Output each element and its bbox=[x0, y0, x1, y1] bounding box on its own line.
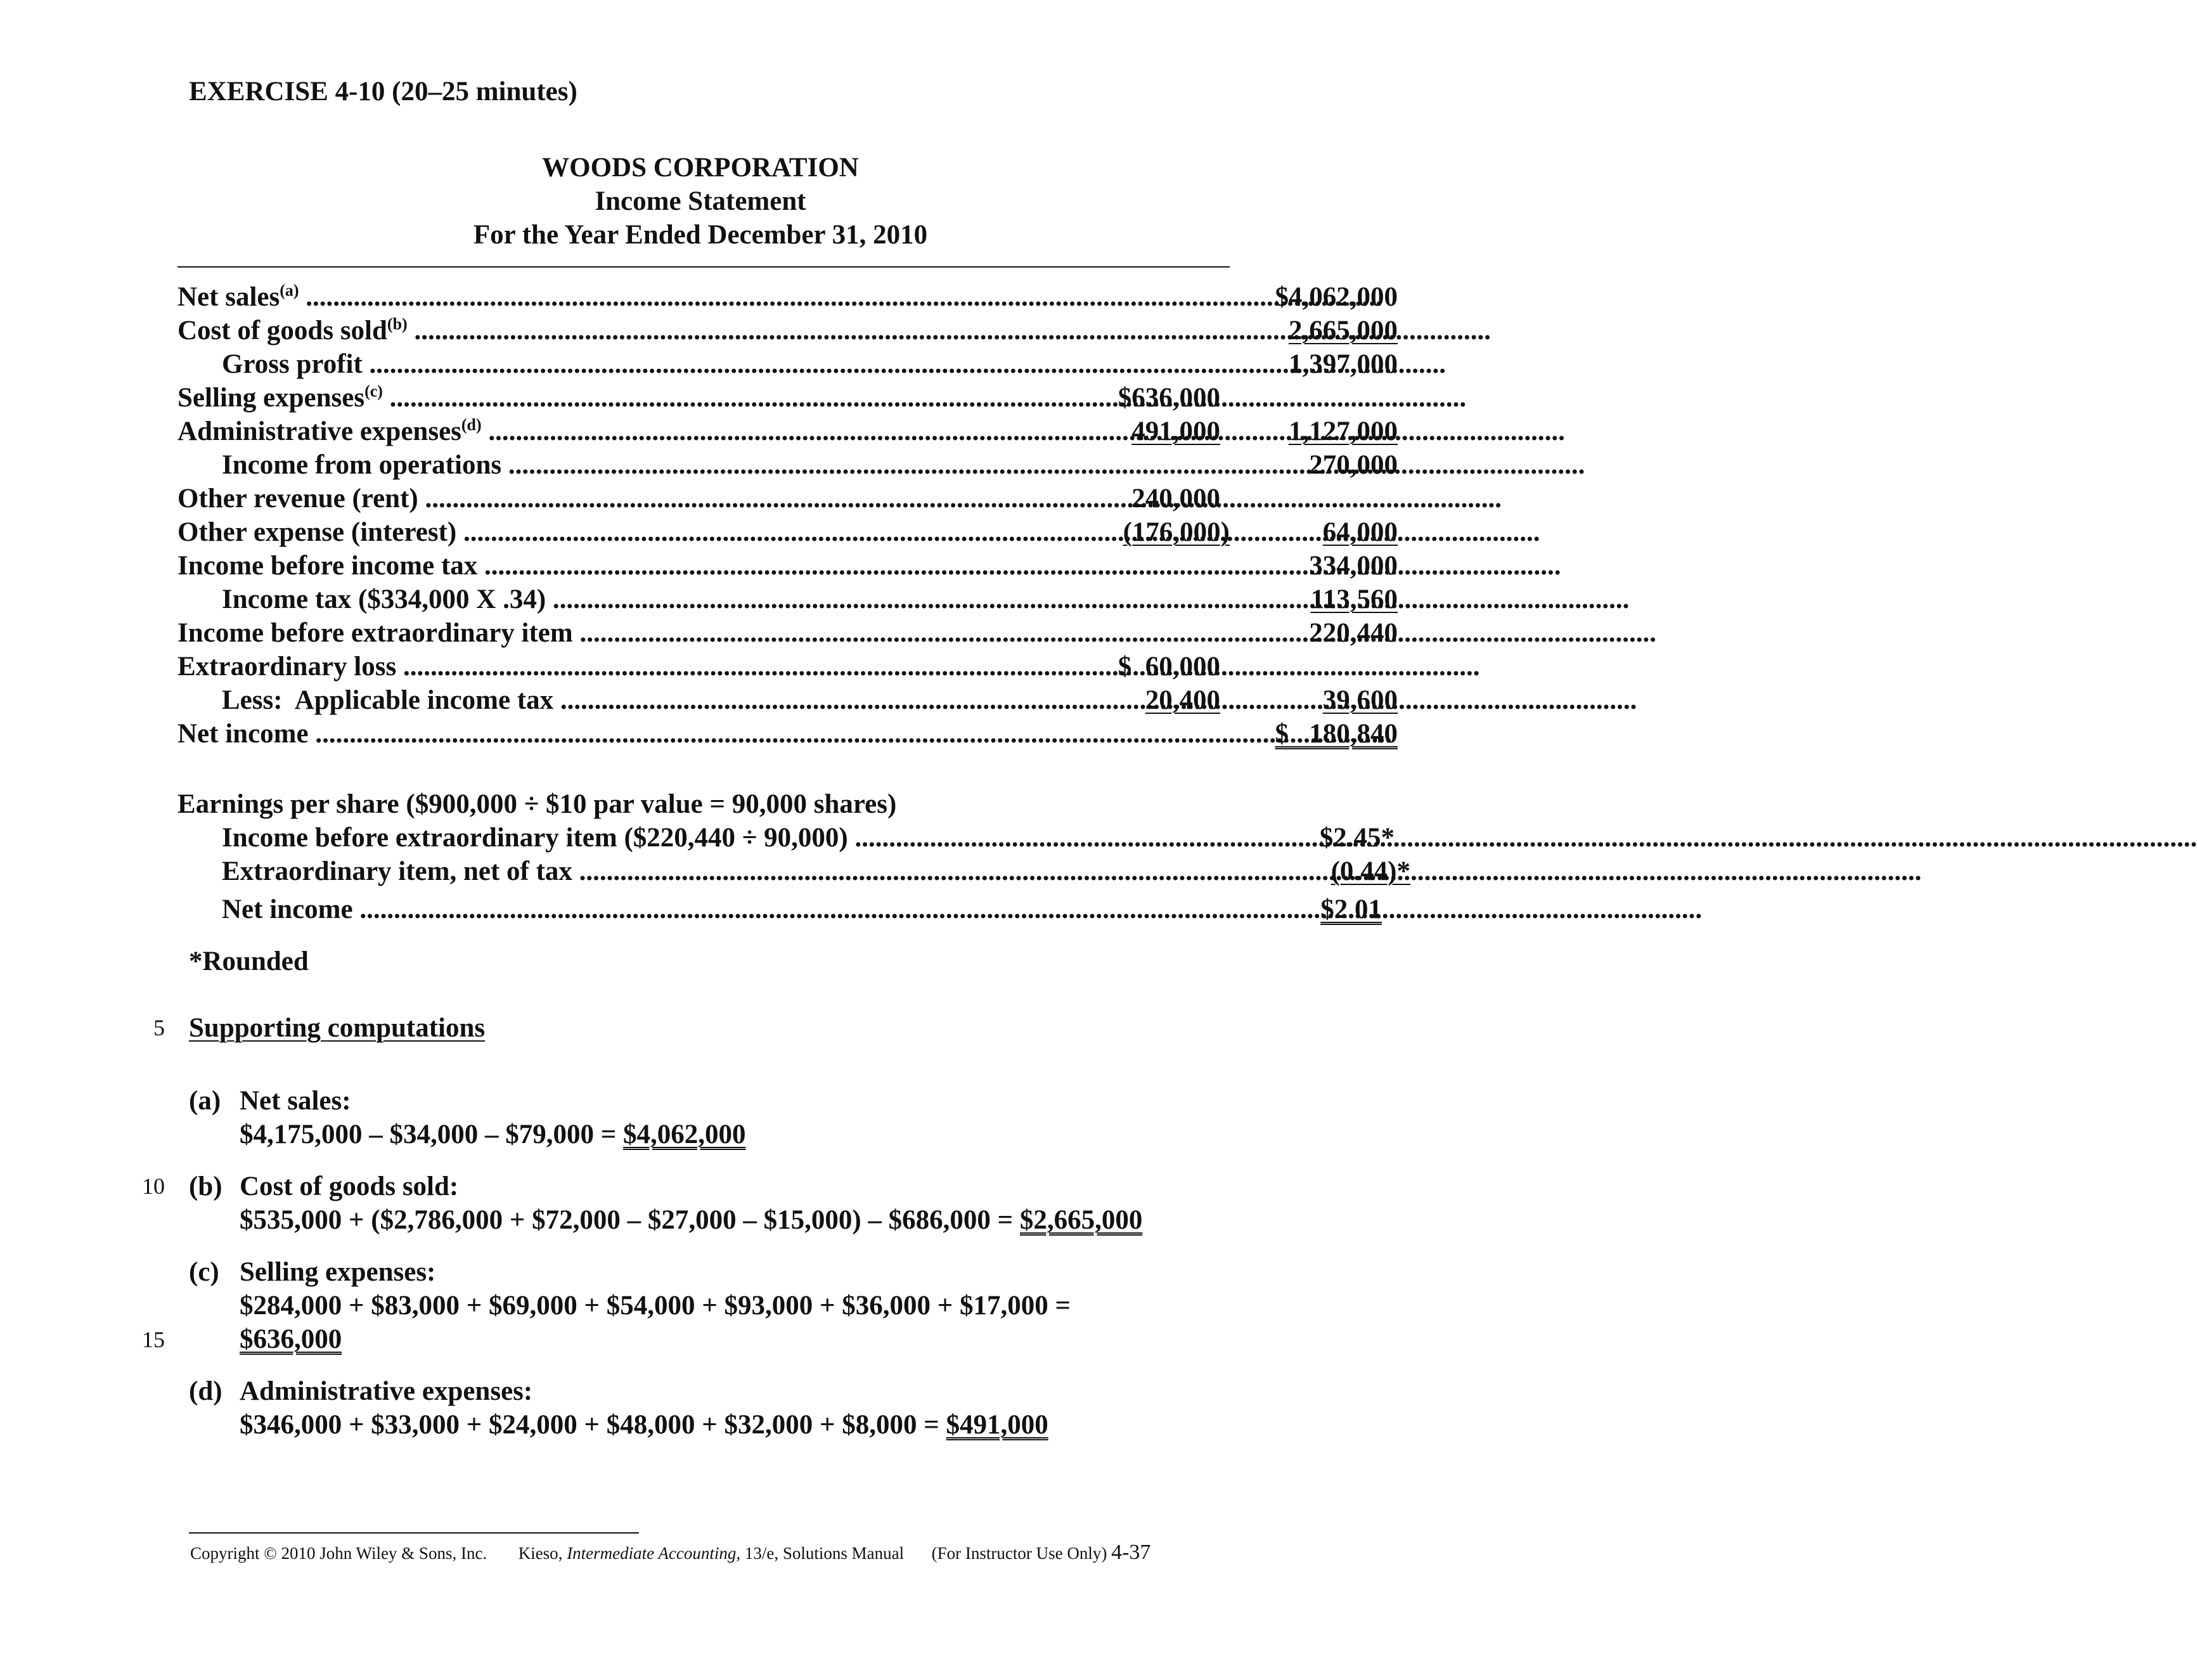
row-label: Income from operations ..... bbox=[222, 448, 843, 482]
line-number: 5 bbox=[153, 1015, 165, 1040]
row-subvalue: $ 60,000 bbox=[1118, 652, 1220, 682]
computation-title: Cost of goods sold: bbox=[240, 1172, 459, 1201]
eps-value: (0.44)* bbox=[1330, 856, 1410, 886]
computation-result: $491,000 bbox=[946, 1410, 1048, 1440]
computation-formula: $284,000 + $83,000 + $69,000 + $54,000 + $93,000 + $36,000 + $17,000 = bbox=[240, 1291, 1071, 1321]
footer-author: Kieso, bbox=[518, 1544, 567, 1563]
footnote-ref: (a) bbox=[280, 281, 299, 300]
eps-value: $2.45* bbox=[1319, 823, 1395, 853]
row-value: $ 180,840 bbox=[1275, 719, 1398, 749]
computation-title: Selling expenses: bbox=[240, 1257, 436, 1287]
company-name: WOODS CORPORATION bbox=[542, 153, 859, 183]
row-label: Selling expenses bbox=[177, 383, 365, 413]
eps-label: Extraordinary item, net of tax ..... bbox=[222, 855, 1217, 888]
row-label: Net income ..... bbox=[177, 717, 843, 751]
statement-title: Income Statement bbox=[595, 186, 806, 216]
eps-row-net-income bbox=[177, 893, 1395, 926]
computation-tag: (d) bbox=[189, 1376, 222, 1406]
line-number: 10 bbox=[142, 1173, 165, 1199]
eps-label: Net income ..... bbox=[222, 893, 1217, 926]
eps-row-before-extraordinary bbox=[177, 821, 1395, 855]
computation-result: $4,062,000 bbox=[623, 1120, 746, 1149]
eps-heading: Earnings per share ($900,000 ÷ $10 par value = 90,000 shares) bbox=[177, 789, 897, 819]
row-label: Cost of goods sold bbox=[177, 316, 387, 346]
row-subvalue: (176,000) bbox=[1123, 517, 1230, 547]
row-value: 64,000 bbox=[1322, 517, 1398, 547]
header-rule bbox=[177, 266, 1230, 268]
footer-book-title: Intermediate Accounting, bbox=[567, 1544, 741, 1563]
eps-value: $2.01 bbox=[1320, 895, 1382, 924]
page-footer bbox=[190, 1541, 1150, 1565]
computation-tag: (c) bbox=[189, 1257, 219, 1287]
row-value: 1,127,000 bbox=[1289, 417, 1398, 446]
row-label: Net sales bbox=[177, 282, 280, 312]
computation-tag: (b) bbox=[189, 1172, 222, 1201]
supporting-heading: Supporting computations bbox=[189, 1013, 486, 1043]
statement-period: For the Year Ended December 31, 2010 bbox=[473, 220, 928, 250]
row-subvalue: 491,000 bbox=[1131, 417, 1220, 446]
row-value: 220,440 bbox=[1309, 618, 1398, 648]
row-label: Income before income tax ..... bbox=[177, 549, 843, 583]
row-label: Administrative expenses bbox=[177, 417, 461, 446]
computation-title: Net sales: bbox=[240, 1086, 351, 1116]
footer-rule bbox=[189, 1532, 639, 1534]
row-value: 113,560 bbox=[1310, 585, 1398, 614]
row-label: Income tax ($334,000 X .34) ..... bbox=[222, 583, 843, 616]
row-value: $4,062,000 bbox=[1275, 282, 1398, 312]
computation-tag: (a) bbox=[189, 1086, 221, 1116]
row-value: 39,600 bbox=[1322, 685, 1398, 715]
exercise-title: EXERCISE 4-10 (20–25 minutes) bbox=[189, 77, 577, 107]
computation-result: $2,665,000 bbox=[1019, 1205, 1143, 1235]
computation-title: Administrative expenses: bbox=[240, 1376, 533, 1406]
row-label: Other revenue (rent) ..... bbox=[177, 482, 843, 515]
computation-result: $636,000 bbox=[240, 1324, 342, 1354]
footnote-ref: (d) bbox=[461, 415, 482, 434]
row-subvalue: 240,000 bbox=[1131, 484, 1220, 514]
footnote-ref: (b) bbox=[387, 314, 408, 333]
line-number: 15 bbox=[142, 1327, 165, 1352]
eps-label: Income before extraordinary item ($220,440 ÷ 90,000) ..... bbox=[222, 821, 1217, 855]
footer-copyright: Copyright © 2010 John Wiley & Sons, Inc. bbox=[190, 1544, 487, 1563]
row-label: Other expense (interest) ..... bbox=[177, 515, 843, 549]
row-value: 2,665,000 bbox=[1289, 316, 1398, 346]
row-value: 1,397,000 bbox=[1289, 349, 1398, 379]
row-subvalue: $636,000 bbox=[1118, 383, 1220, 413]
page-number: 4-37 bbox=[1111, 1541, 1151, 1564]
computation-formula: $535,000 + ($2,786,000 + $72,000 – $27,000 – $15,000) – $686,000 = $2,665,000 bbox=[240, 1205, 1143, 1235]
rounded-note: *Rounded bbox=[189, 947, 309, 976]
computation-formula: $4,175,000 – $34,000 – $79,000 = $4,062,000 bbox=[240, 1120, 746, 1149]
eps-row-extraordinary bbox=[177, 855, 1410, 888]
row-label: Extraordinary loss ..... bbox=[177, 650, 843, 683]
row-label: Income before extraordinary item ..... bbox=[177, 616, 843, 650]
footer-edition: 13/e, Solutions Manual bbox=[740, 1544, 905, 1563]
computation-formula: $346,000 + $33,000 + $24,000 + $48,000 + $32,000 + $8,000 = $491,000 bbox=[240, 1410, 1048, 1440]
row-label: Less: Applicable income tax ..... bbox=[222, 683, 843, 717]
footnote-ref: (c) bbox=[364, 382, 383, 401]
row-subvalue: 20,400 bbox=[1145, 685, 1220, 715]
row-value: 270,000 bbox=[1309, 450, 1398, 480]
footer-use: (For Instructor Use Only) bbox=[931, 1544, 1107, 1563]
row-value: 334,000 bbox=[1309, 551, 1398, 581]
row-label: Gross profit ..... bbox=[222, 347, 843, 381]
